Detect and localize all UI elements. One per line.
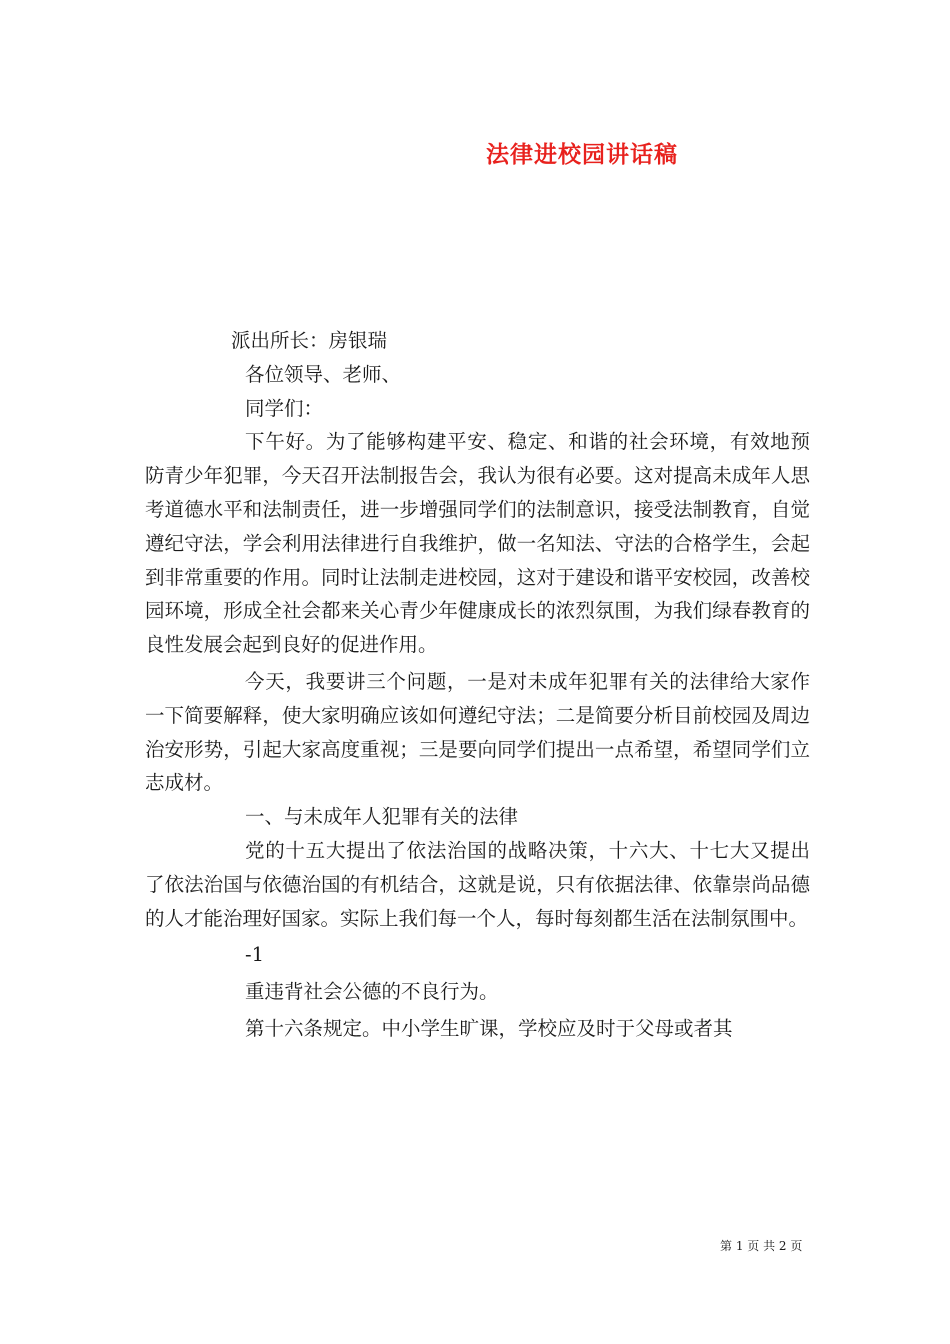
page-marker: -1 [245, 943, 264, 967]
page-footer: 第 1 页 共 2 页 [720, 1239, 803, 1253]
paragraph-rule-of-law: 党的十五大提出了依法治国的战略决策，十六大、十七大又提出了依法治国与依德治国的有机结合，这就是说，只有依据法律、依靠崇尚品德的人才能治理好国家。实际上我们每一个人，每时每刻都生活在法制氛围中。 [145, 838, 810, 930]
paragraph-opening: 下午好。为了能够构建平安、稳定、和谐的社会环境，有效地预防青少年犯罪，今天召开法制报告会，我认为很有必要。这对提高未成年人思考道德水平和法制责任，进一步增强同学们的法制意识，接受法制教育，自觉遵纪守法，学会利用法律进行自我维护，做一名知法、守法的合格学生，会起到非常重要的作用。同时让法制走进校园，这对于建设和谐平安校园，改善校园环境，形成全社会都来关心青少年健康成长的浓烈氛围，为我们绿春教育的良性发展会起到良好的促进作用。 [145, 430, 810, 657]
document-body [145, 324, 810, 1046]
speaker-line: 派出所长：房银瑞 [231, 329, 388, 352]
fragment-line: 重违背社会公德的不良行为。 [245, 980, 499, 1004]
paragraph-outline: 今天，我要讲三个问题，一是对未成年犯罪有关的法律给大家作一下简要解释，使大家明确应该如何遵纪守法；二是简要分析目前校园及周边治安形势，引起大家高度重视；三是要向同学们提出一点希望，希望同学们立志成材。 [145, 669, 810, 795]
article-16-line: 第十六条规定。中小学生旷课，学校应及时于父母或者其 [245, 1016, 733, 1040]
section-heading: 一、与未成年人犯罪有关的法律 [245, 805, 519, 829]
salutation-line-2: 同学们： [245, 396, 324, 420]
salutation-line-1: 各位领导、老师、 [245, 362, 402, 386]
document-title: 法律进校园讲话稿 [486, 141, 678, 168]
